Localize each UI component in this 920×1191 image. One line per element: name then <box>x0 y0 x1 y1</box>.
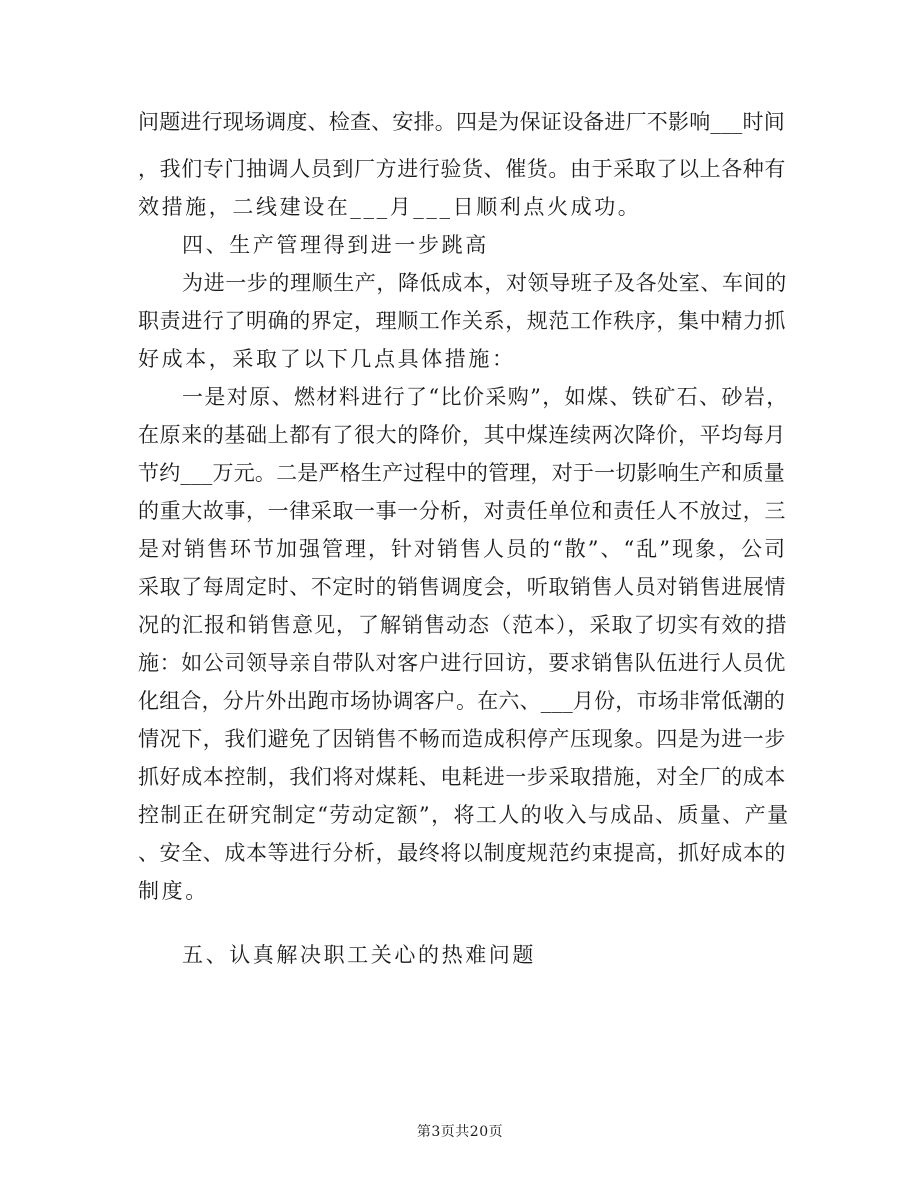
section-heading: 四、生产管理得到进一步跳高 <box>182 233 489 257</box>
page-number-footer: 第3页共20页 <box>416 1124 504 1140</box>
paragraph-line: 控制正在研究制定“劳动定额”，将工人的收入与成品、质量、产量 <box>138 803 790 827</box>
paragraph-line: 况的汇报和销售意见，了解销售动态（范本），采取了切实有效的措 <box>138 613 788 637</box>
paragraph-line: 抓好成本控制，我们将对煤耗、电耗进一步采取措施，对全厂的成本 <box>138 765 786 789</box>
paragraph-line: 一是对原、燃材料进行了“比价采购”，如煤、铁矿石、砂岩， <box>182 385 789 409</box>
paragraph-line: 节约___万元。二是严格生产过程中的管理，对于一切影响生产和质量 <box>138 461 785 485</box>
paragraph-line: 是对销售环节加强管理，针对销售人员的“散”、“乱”现象，公司 <box>138 537 787 561</box>
paragraph-line: 情况下，我们避免了因销售不畅而造成积停产压现象。四是为进一步 <box>138 727 786 751</box>
paragraph-line: 采取了每周定时、不定时的销售调度会，听取销售人员对销售进展情 <box>138 575 786 599</box>
paragraph-line: 的重大故事，一律采取一事一分析，对责任单位和责任人不放过，三 <box>138 499 786 523</box>
paragraph-line: 职责进行了明确的界定，理顺工作关系，规范工作秩序，集中精力抓 <box>138 309 786 333</box>
paragraph-line: 、安全、成本等进行分析，最终将以制度规范约束提高，抓好成本的 <box>138 841 786 865</box>
paragraph-line: 为进一步的理顺生产，降低成本，对领导班子及各处室、车间的 <box>182 271 787 295</box>
section-heading: 五、认真解决职工关心的热难问题 <box>182 943 536 967</box>
paragraph-line: 问题进行现场调度、检查、安排。四是为保证设备进厂不影响___时间 <box>138 110 785 134</box>
paragraph-line: ，我们专门抽调人员到厂方进行验货、催货。由于采取了以上各种有 <box>138 157 786 181</box>
paragraph-line: 好成本，采取了以下几点具体措施： <box>138 347 516 371</box>
paragraph-line: 制度。 <box>138 879 209 903</box>
paragraph-line: 施：如公司领导亲自带队对客户进行回访，要求销售队伍进行人员优 <box>138 651 786 675</box>
paragraph-line: 效措施，二线建设在___月___日顺利点火成功。 <box>138 195 642 219</box>
paragraph-line: 化组合，分片外出跑市场协调客户。在六、___月份，市场非常低潮的 <box>138 689 785 713</box>
paragraph-line: 在原来的基础上都有了很大的降价，其中煤连续两次降价，平均每月 <box>138 423 786 447</box>
